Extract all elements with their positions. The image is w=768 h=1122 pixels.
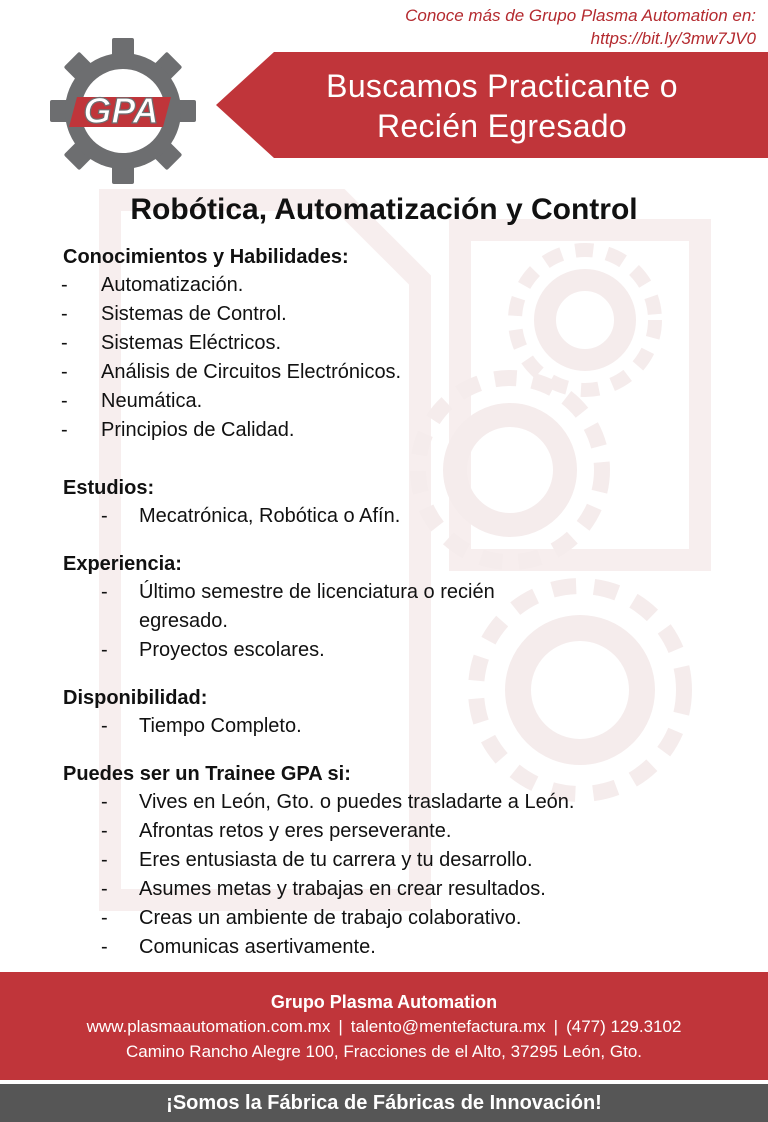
trainee-section [63,761,743,962]
banner-text [226,66,768,146]
list-item: - Proyectos escolares. [63,636,743,665]
skills-title: Conocimientos y Habilidades: [63,246,349,268]
footer-contact-line [0,1014,768,1040]
banner-line-2: Recién Egresado [377,108,627,144]
footer-contact [0,972,768,1080]
dash-bullet: - [101,878,108,900]
dash-bullet: - [101,791,108,813]
dash-bullet: - [101,639,108,661]
footer-address: Camino Rancho Alegre 100, Fracciones de el Alto, 37295 León, Gto. [126,1042,642,1061]
studies-list [63,502,743,531]
dash-bullet: - [101,849,108,871]
list-item: - Creas un ambiente de trabajo colaborativo. [63,904,743,933]
list-item: - Vives en León, Gto. o puedes trasladarte a León. [63,788,743,817]
dash-bullet: - [61,419,68,441]
separator: | [553,1017,559,1036]
list-item: - Último semestre de licenciatura o recién [63,578,743,607]
dash-bullet: - [61,361,68,383]
experience-title: Experiencia: [63,553,182,575]
dash-bullet: - [61,274,68,296]
dash-bullet: - [61,303,68,325]
slogan-bar: ¡Somos la Fábrica de Fábricas de Innovación! [0,1084,768,1122]
list-item: - Automatización. [63,271,743,300]
promo-link[interactable]: https://bit.ly/3mw7JV0 [590,29,756,48]
footer-company: Grupo Plasma Automation [270,992,498,1012]
availability-title: Disponibilidad: [63,687,208,709]
dash-bullet: - [101,581,108,603]
email-link[interactable]: talento@mentefactura.mx [350,1017,546,1036]
dash-bullet: - [101,715,108,737]
availability-list [63,712,743,741]
list-item: - Tiempo Completo. [63,712,743,741]
dash-bullet: - [101,907,108,929]
studies-section [63,475,743,531]
list-item: - Sistemas Eléctricos. [63,329,743,358]
skills-list [63,271,743,445]
job-content [63,244,743,962]
promo-note [405,4,756,50]
list-item: - Afrontas retos y eres perseverante. [63,817,743,846]
dash-bullet: - [61,332,68,354]
list-item: - Sistemas de Control. [63,300,743,329]
trainee-list [63,788,743,962]
list-item: - Comunicas asertivamente. [63,933,743,962]
banner-line-1: Buscamos Practicante o [326,68,678,104]
dash-bullet: - [61,390,68,412]
separator: | [338,1017,343,1036]
page-title: Robótica, Automatización y Control [130,193,638,226]
experience-list [63,578,743,665]
availability-section [63,685,743,741]
list-item: - Análisis de Circuitos Electrónicos. [63,358,743,387]
trainee-title: Puedes ser un Trainee GPA si: [63,763,351,785]
skills-section [63,244,743,445]
promo-line-1: Conoce más de Grupo Plasma Automation en: [405,6,756,25]
phone-number[interactable]: (477) 129.3102 [566,1017,682,1036]
list-item: - Neumática. [63,387,743,416]
list-item: - Principios de Calidad. [63,416,743,445]
dash-bullet: - [101,936,108,958]
list-item: - Mecatrónica, Robótica o Afín. [63,502,743,531]
list-item: - Asumes metas y trabajas en crear resultados. [63,875,743,904]
experience-section [63,551,743,665]
studies-title: Estudios: [63,477,155,499]
dash-bullet: - [101,505,108,527]
list-item: - Eres entusiasta de tu carrera y tu desarrollo. [63,846,743,875]
website-link[interactable]: www.plasmaautomation.com.mx [86,1017,331,1036]
dash-bullet: - [101,820,108,842]
list-item-continuation: egresado. [139,610,228,632]
gpa-logo [50,38,196,184]
logo-text: GPA [83,90,159,131]
